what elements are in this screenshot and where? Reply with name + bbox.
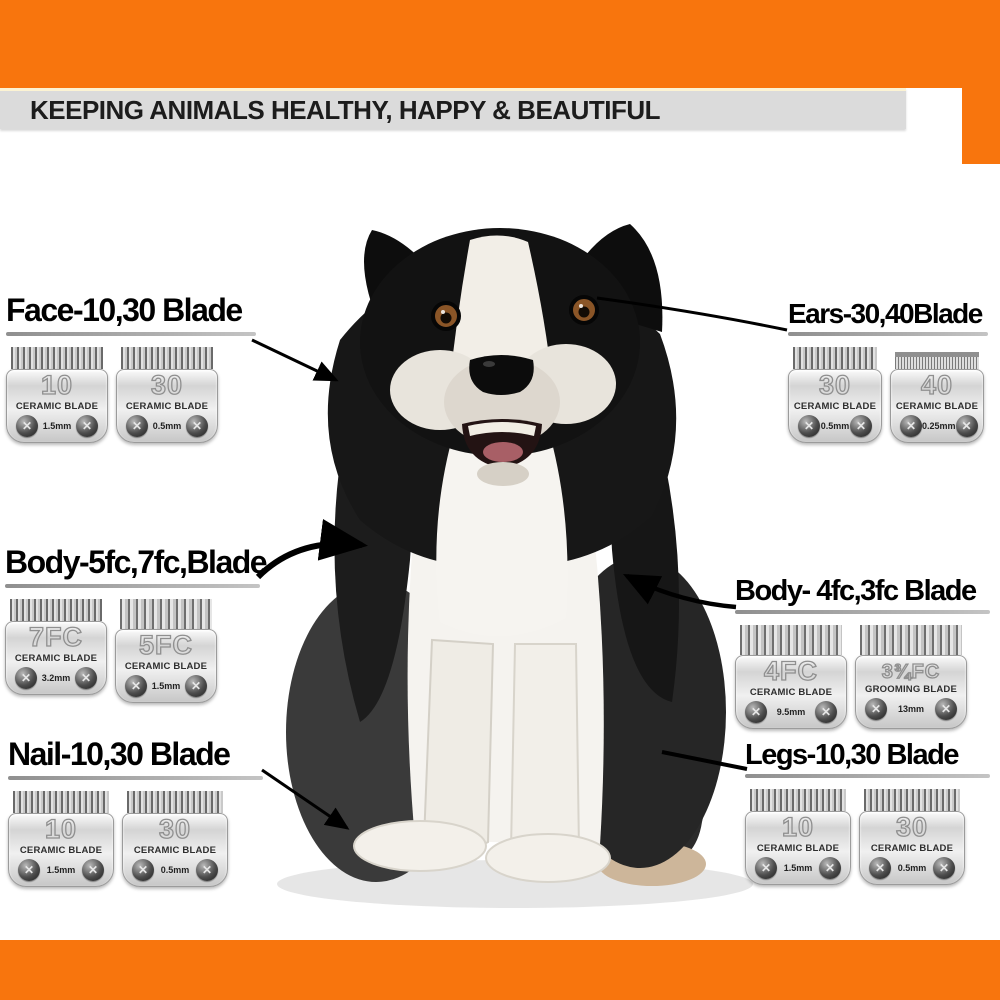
blade-card <box>122 791 228 887</box>
screw-icon: ✕ <box>75 667 97 689</box>
screw-icon: ✕ <box>933 857 955 879</box>
blade-group-body-left <box>5 544 267 703</box>
screw-row <box>746 857 850 879</box>
blade-size-label: 1.5mm <box>46 864 76 875</box>
blade-size-label: 13mm <box>897 704 924 715</box>
screw-icon: ✕ <box>819 857 841 879</box>
blade-group-face <box>6 294 256 443</box>
blade-material-label: CERAMIC BLADE <box>895 401 979 413</box>
group-label-ears: Ears-30,40Blade <box>788 298 982 329</box>
blade-body <box>735 655 847 729</box>
blade-size-label: 0.5mm <box>160 864 190 875</box>
blade-teeth <box>750 789 846 811</box>
blade-number: 7FC <box>28 621 83 652</box>
body-left-arrow <box>258 544 362 577</box>
blade-number: 40 <box>920 370 954 401</box>
screw-icon: ✕ <box>82 859 104 881</box>
blade-card <box>5 599 107 703</box>
screw-icon: ✕ <box>815 701 837 723</box>
blade-number: 5FC <box>138 629 193 660</box>
face-arrow <box>252 340 336 380</box>
label-underline <box>735 610 990 614</box>
dog-illustration <box>277 224 753 908</box>
label-underline <box>8 776 263 780</box>
blade-number: 10 <box>44 813 78 844</box>
group-label-legs: Legs-10,30 Blade <box>745 739 958 771</box>
blade-size-label: 0.5mm <box>897 863 927 874</box>
label-underline <box>788 332 988 336</box>
blade-size-label: 0.5mm <box>152 420 182 431</box>
blade-card <box>115 599 217 703</box>
banner <box>0 88 906 129</box>
screw-icon: ✕ <box>745 701 767 723</box>
blade-card <box>6 347 108 443</box>
blade-group-nail <box>8 738 263 887</box>
screw-icon: ✕ <box>18 859 40 881</box>
blade-material-label: CERAMIC BLADE <box>749 687 833 699</box>
screw-row <box>7 415 107 437</box>
blade-teeth <box>11 347 103 369</box>
blade-teeth <box>740 625 842 655</box>
blade-row <box>5 599 260 703</box>
screw-icon: ✕ <box>186 415 208 437</box>
connector-arrows <box>252 298 787 828</box>
blade-number: 30 <box>895 812 929 843</box>
blade-row <box>6 347 256 443</box>
blade-card <box>735 625 847 729</box>
blade-row <box>745 789 990 885</box>
screw-row <box>856 698 966 720</box>
frame-top-bar <box>0 0 1000 88</box>
label-underline <box>6 332 256 336</box>
blade-material-label: CERAMIC BLADE <box>870 843 954 855</box>
screw-icon: ✕ <box>196 859 218 881</box>
blade-material-label: CERAMIC BLADE <box>14 652 98 664</box>
banner-title: KEEPING ANIMALS HEALTHY, HAPPY & BEAUTIFUL <box>30 94 661 125</box>
blade-group-legs <box>745 740 990 885</box>
screw-icon: ✕ <box>16 415 38 437</box>
blade-teeth <box>121 347 213 369</box>
screw-icon: ✕ <box>900 415 922 437</box>
screw-icon: ✕ <box>126 415 148 437</box>
screw-row <box>891 415 983 437</box>
blade-material-label: CERAMIC BLADE <box>15 400 99 412</box>
blade-card <box>859 789 965 885</box>
body-right-arrow <box>627 576 736 607</box>
blade-number: 10 <box>781 812 815 843</box>
blade-body <box>859 811 965 885</box>
screw-row <box>860 857 964 879</box>
blade-card <box>8 791 114 887</box>
blade-teeth <box>120 599 212 629</box>
blade-size-label: 0.25mm <box>922 421 956 432</box>
screw-icon: ✕ <box>798 415 820 437</box>
blade-material-label: CERAMIC BLADE <box>133 844 217 856</box>
blade-material-label: CERAMIC BLADE <box>19 844 103 856</box>
blade-body <box>5 621 107 695</box>
screw-row <box>789 415 881 437</box>
screw-icon: ✕ <box>132 859 154 881</box>
frame-top-right-corner <box>962 88 1000 164</box>
screw-row <box>9 859 113 881</box>
blade-row <box>735 625 990 729</box>
blade-teeth <box>127 791 223 813</box>
screw-icon: ✕ <box>15 667 37 689</box>
blade-size-label: 9.5mm <box>776 707 806 718</box>
blade-body <box>122 813 228 887</box>
blade-number: 4FC <box>763 656 818 687</box>
blade-card <box>788 347 882 443</box>
blade-material-label: CERAMIC BLADE <box>793 401 877 413</box>
screw-icon: ✕ <box>76 415 98 437</box>
screw-icon: ✕ <box>755 857 777 879</box>
blade-teeth <box>793 347 877 369</box>
group-label-face: Face-10,30 Blade <box>6 292 242 328</box>
blade-group-body-right <box>735 576 990 729</box>
screw-icon: ✕ <box>935 698 957 720</box>
blade-size-label: 3.2mm <box>41 672 71 683</box>
screw-icon: ✕ <box>185 675 207 697</box>
legs-connector-line <box>662 752 747 769</box>
screw-row <box>736 701 846 723</box>
screw-icon: ✕ <box>865 698 887 720</box>
screw-row <box>123 859 227 881</box>
blade-size-label: 1.5mm <box>783 863 813 874</box>
blade-group-ears <box>788 299 988 443</box>
screw-row <box>6 667 106 689</box>
blade-body <box>6 369 108 443</box>
blade-row <box>788 347 988 443</box>
screw-row <box>116 675 216 697</box>
screw-icon: ✕ <box>125 675 147 697</box>
blade-card <box>890 347 984 443</box>
blade-material-label: CERAMIC BLADE <box>756 843 840 855</box>
blade-body <box>890 369 984 443</box>
blade-teeth <box>13 791 109 813</box>
blade-material-label: GROOMING BLADE <box>865 684 957 696</box>
blade-body <box>8 813 114 887</box>
blade-card <box>855 625 967 729</box>
blade-number: 30 <box>818 370 852 401</box>
ears-connector-line <box>597 298 787 330</box>
nail-arrow <box>262 770 347 828</box>
blade-number: 3¾FC <box>881 661 941 684</box>
blade-teeth <box>860 625 962 655</box>
label-underline <box>745 774 990 778</box>
blade-size-label: 1.5mm <box>42 420 72 431</box>
blade-teeth <box>10 599 102 621</box>
blade-material-label: CERAMIC BLADE <box>125 400 209 412</box>
group-label-nail: Nail-10,30 Blade <box>8 736 230 772</box>
blade-card <box>116 347 218 443</box>
blade-row <box>8 791 263 887</box>
blade-number: 30 <box>158 813 192 844</box>
frame-bottom-bar <box>0 940 1000 1000</box>
blade-body <box>115 629 217 703</box>
screw-icon: ✕ <box>850 415 872 437</box>
blade-body <box>116 369 218 443</box>
blade-body <box>788 369 882 443</box>
blade-body <box>855 655 967 729</box>
group-label-body-right: Body- 4fc,3fc Blade <box>735 575 976 607</box>
label-underline <box>5 584 260 588</box>
blade-body <box>745 811 851 885</box>
blade-material-label: CERAMIC BLADE <box>124 660 208 672</box>
blade-number: 30 <box>150 369 184 400</box>
screw-icon: ✕ <box>869 857 891 879</box>
blade-card <box>745 789 851 885</box>
blade-number: 10 <box>40 369 74 400</box>
group-label-body-left: Body-5fc,7fc,Blade <box>5 544 267 580</box>
blade-teeth <box>864 789 960 811</box>
blade-teeth <box>895 352 979 369</box>
blade-size-label: 0.5mm <box>820 421 850 432</box>
screw-icon: ✕ <box>956 415 978 437</box>
screw-row <box>117 415 217 437</box>
blade-size-label: 1.5mm <box>151 680 181 691</box>
